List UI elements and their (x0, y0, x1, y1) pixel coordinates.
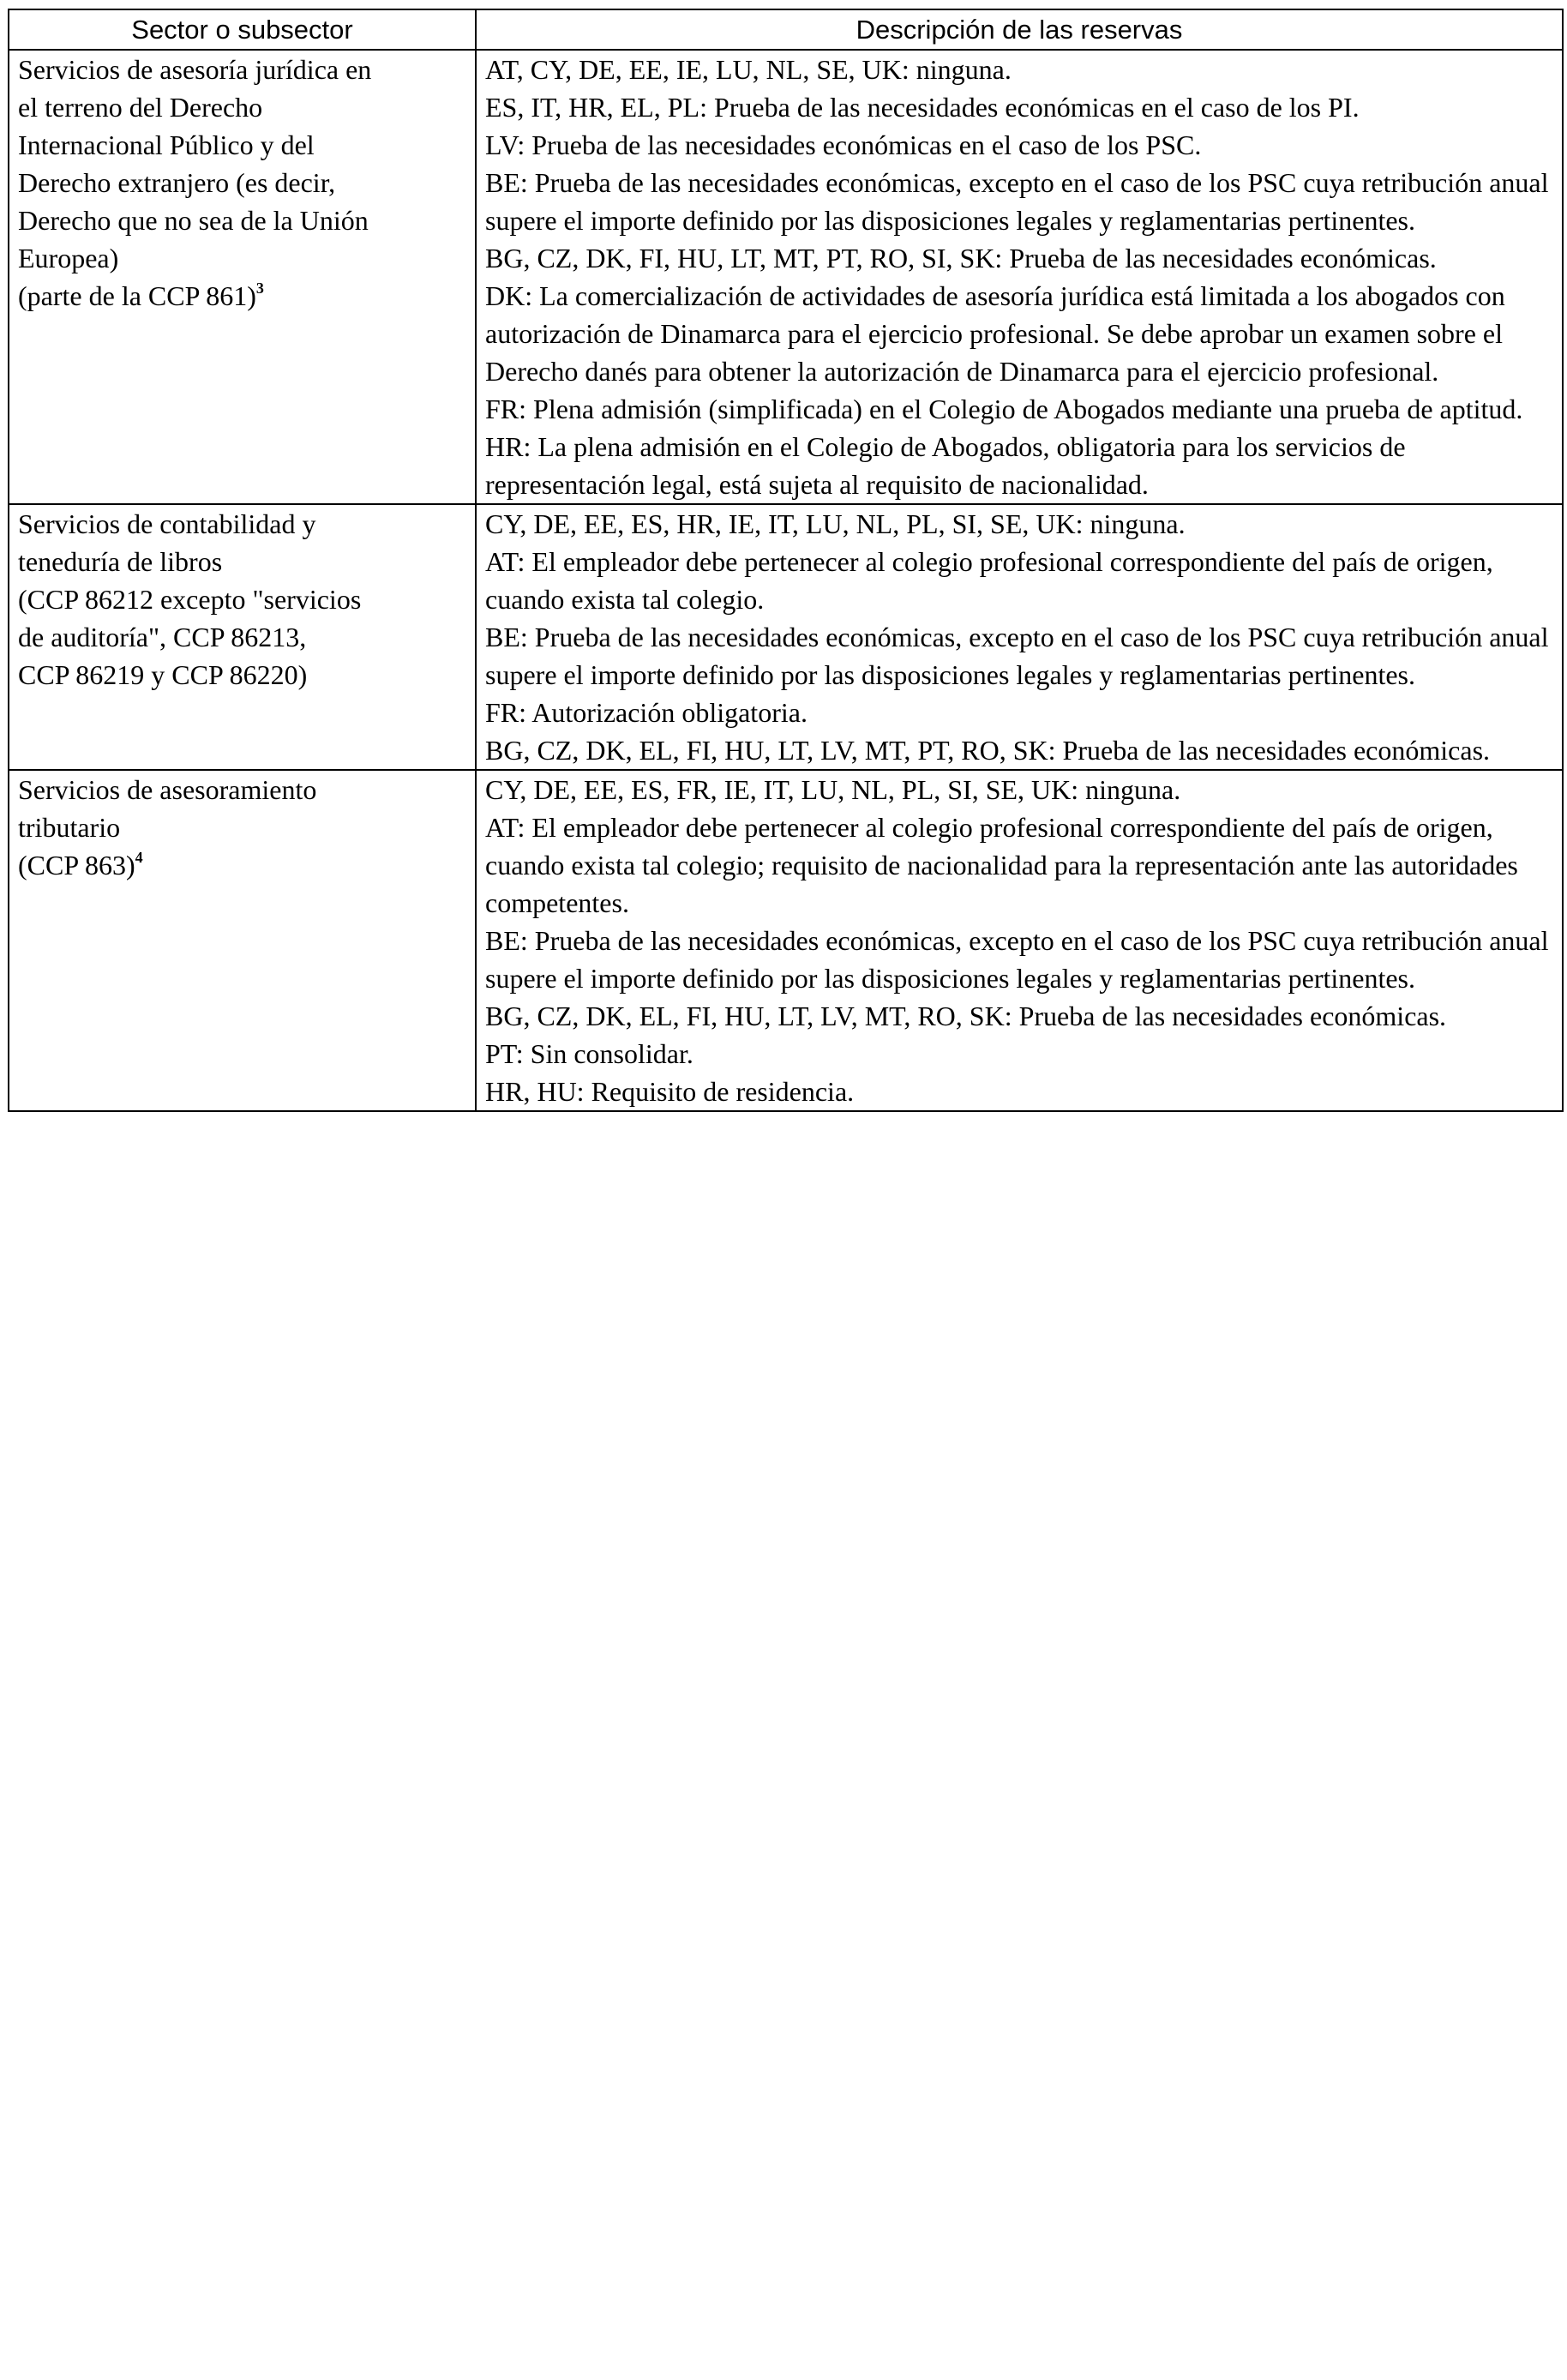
table-row (9, 504, 1563, 770)
reservation-entry: BE: Prueba de las necesidades económicas, excepto en el caso de los PSC cuya retribución anual supere el importe definido por las disposiciones legales y reglamentarias pertinentes. (485, 167, 1549, 236)
reservation-entry: CY, DE, EE, ES, HR, IE, IT, LU, NL, PL, SI, SE, UK: ninguna. (485, 508, 1186, 539)
sector-line: Servicios de contabilidad y (18, 508, 316, 539)
reservation-entry: CY, DE, EE, ES, FR, IE, IT, LU, NL, PL, SI, SE, UK: ninguna. (485, 774, 1181, 805)
sector-line: de auditoría", CCP 86213, (18, 622, 307, 652)
sector-line: CCP 86219 y CCP 86220) (18, 659, 308, 690)
reservation-entry: HR: La plena admisión en el Colegio de Abogados, obligatoria para los servicios de representación legal, está sujeta al requisito de nacionalidad. (485, 431, 1406, 500)
reservation-entry: PT: Sin consolidar. (485, 1038, 693, 1069)
reservation-entry: BE: Prueba de las necesidades económicas, excepto en el caso de los PSC cuya retribución anual supere el importe definido por las disposiciones legales y reglamentarias pertinentes. (485, 925, 1549, 994)
sector-line: Internacional Público y del (18, 129, 315, 160)
sector-ref-text: (parte de la CCP 861) (18, 280, 256, 311)
table-header-row (9, 9, 1563, 50)
sector-line: (CCP 86212 excepto "servicios (18, 584, 362, 615)
reservation-entry: AT: El empleador debe pertenecer al colegio profesional correspondiente del país de origen, cuando exista tal colegio; requisito de nacionalidad para la representación ante las autoridades competentes. (485, 812, 1518, 918)
reservation-entry: BG, CZ, DK, EL, FI, HU, LT, LV, MT, RO, SK: Prueba de las necesidades económicas. (485, 1001, 1447, 1031)
sector-reference (18, 846, 466, 884)
sector-ref-text: (CCP 863) (18, 850, 135, 880)
reservas-cell (476, 50, 1563, 504)
reservation-entry: LV: Prueba de las necesidades económicas en el caso de los PSC. (485, 129, 1202, 160)
table-row (9, 50, 1563, 504)
sector-line: Derecho que no sea de la Unión (18, 205, 369, 236)
reservation-entry: BG, CZ, DK, EL, FI, HU, LT, LV, MT, PT, RO, SK: Prueba de las necesidades económicas. (485, 735, 1491, 766)
sector-line: Servicios de asesoramiento (18, 774, 317, 805)
reservation-entry: BE: Prueba de las necesidades económicas, excepto en el caso de los PSC cuya retribución anual supere el importe definido por las disposiciones legales y reglamentarias pertinentes. (485, 622, 1549, 690)
reservas-cell (476, 770, 1563, 1111)
footnote-marker: 3 (255, 279, 264, 298)
sector-reference (18, 277, 466, 315)
sector-line: Servicios de asesoría jurídica en (18, 54, 372, 85)
table-row (9, 770, 1563, 1111)
reservation-entry: FR: Autorización obligatoria. (485, 697, 808, 728)
header-sector: Sector o subsector (9, 9, 476, 50)
sector-line: el terreno del Derecho (18, 92, 263, 123)
sector-cell (9, 50, 476, 504)
footnote-marker: 4 (135, 849, 143, 867)
reservations-table (8, 9, 1564, 1112)
reservation-entry: AT, CY, DE, EE, IE, LU, NL, SE, UK: ninguna. (485, 54, 1012, 85)
reservation-entry: ES, IT, HR, EL, PL: Prueba de las necesidades económicas en el caso de los PI. (485, 92, 1360, 123)
reservation-entry: FR: Plena admisión (simplificada) en el Colegio de Abogados mediante una prueba de aptitud. (485, 394, 1523, 424)
reservas-cell (476, 504, 1563, 770)
sector-line: tributario (18, 812, 121, 843)
header-descripcion: Descripción de las reservas (476, 9, 1563, 50)
reservation-entry: AT: El empleador debe pertenecer al colegio profesional correspondiente del país de origen, cuando exista tal colegio. (485, 546, 1493, 615)
sector-cell (9, 770, 476, 1111)
reservation-entry: HR, HU: Requisito de residencia. (485, 1076, 855, 1107)
sector-line: Europea) (18, 243, 119, 273)
reservation-entry: BG, CZ, DK, FI, HU, LT, MT, PT, RO, SI, SK: Prueba de las necesidades económicas. (485, 243, 1437, 273)
sector-line: teneduría de libros (18, 546, 223, 577)
sector-line: Derecho extranjero (es decir, (18, 167, 336, 198)
reservation-entry: DK: La comercialización de actividades de asesoría jurídica está limitada a los abogados con autorización de Dinamarca para el ejercicio profesional. Se debe aprobar un examen sobre el Derecho danés para obtener la autorización de Dinamarca para el ejercicio profesional. (485, 280, 1505, 387)
sector-cell (9, 504, 476, 770)
